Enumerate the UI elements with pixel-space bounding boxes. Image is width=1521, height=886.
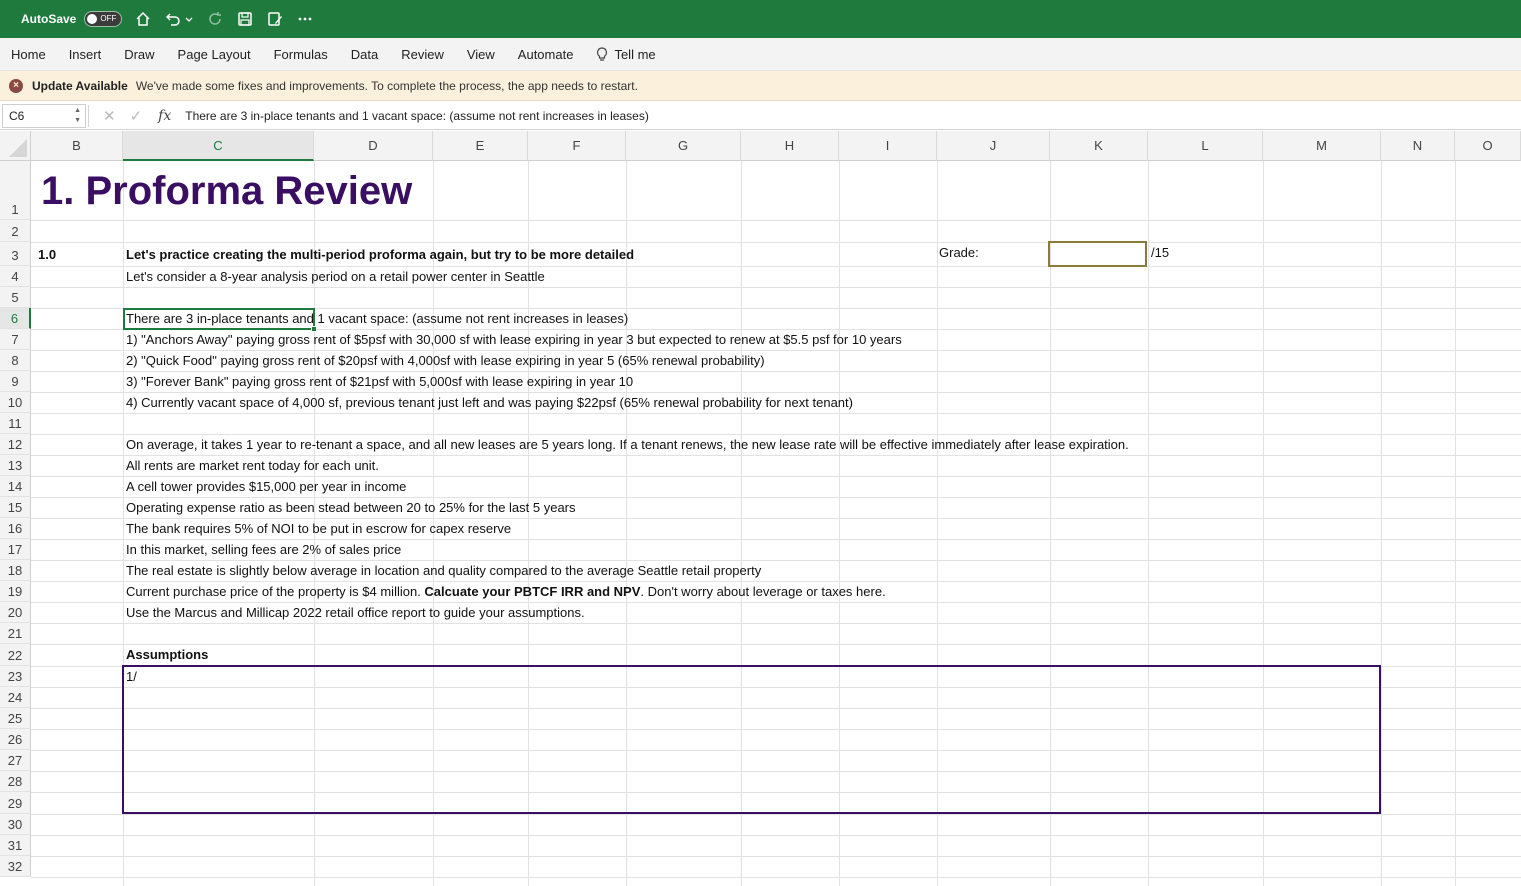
cell-c4[interactable]: Let's consider a 8-year analysis period on a retail power center in Seattle xyxy=(126,269,545,284)
row-header[interactable]: 21 xyxy=(0,623,31,644)
chevron-down-icon[interactable] xyxy=(184,10,194,28)
grid-line xyxy=(31,266,1521,267)
tab-draw[interactable]: Draw xyxy=(124,46,155,62)
cell-c15[interactable]: Operating expense ratio as been stead between 20 to 25% for the last 5 years xyxy=(126,500,576,515)
name-box-value: C6 xyxy=(9,108,25,123)
tab-insert[interactable]: Insert xyxy=(68,46,102,62)
confirm-icon[interactable]: ✓ xyxy=(129,107,143,125)
row-header[interactable]: 30 xyxy=(0,814,31,835)
autosave-state: OFF xyxy=(100,14,117,23)
row-header[interactable]: 18 xyxy=(0,560,31,581)
grid-line xyxy=(31,560,1521,561)
cell-c19[interactable] xyxy=(126,584,886,599)
toggle-knob xyxy=(87,14,97,24)
grid-line xyxy=(31,835,1521,836)
cell-c20[interactable]: Use the Marcus and Millicap 2022 retail office report to guide your assumptions. xyxy=(126,605,585,620)
grid-line xyxy=(31,242,1521,243)
grid-line xyxy=(31,877,1521,878)
row-header[interactable]: 13 xyxy=(0,455,31,476)
redo-icon[interactable] xyxy=(206,10,224,28)
close-icon[interactable]: × xyxy=(9,79,23,93)
cell-b3[interactable]: 1.0 xyxy=(38,247,57,262)
tab-automate[interactable]: Automate xyxy=(517,46,574,62)
column-header-b[interactable]: B xyxy=(31,131,123,161)
tab-view[interactable]: View xyxy=(466,46,495,62)
row-header[interactable]: 25 xyxy=(0,708,31,729)
grid-line xyxy=(31,623,1521,624)
more-icon[interactable] xyxy=(296,10,314,28)
cell-c13[interactable]: All rents are market rent today for each unit. xyxy=(126,458,379,473)
select-all-corner[interactable] xyxy=(0,131,31,161)
grid-line xyxy=(31,220,1521,221)
formula-input[interactable]: There are 3 in-place tenants and 1 vacant space: (assume not rent increases in leases) xyxy=(185,108,649,123)
row-header[interactable]: 8 xyxy=(0,350,31,371)
divider xyxy=(88,105,89,127)
row-header[interactable]: 1 xyxy=(0,161,31,220)
tab-page-layout[interactable]: Page Layout xyxy=(177,46,251,62)
grid-line xyxy=(31,644,1521,645)
row-header[interactable]: 7 xyxy=(0,329,31,350)
lightbulb-icon xyxy=(596,47,608,62)
cell-c8[interactable]: 2) "Quick Food" paying gross rent of $20psf with 4,000sf with lease expiring in year 5 (65% renewal probability) xyxy=(126,353,765,368)
cell-c12[interactable]: On average, it takes 1 year to re-tenant a space, and all new leases are 5 years long. If a tenant renews, the new lease rate will be effective immediately after lease expiration. xyxy=(126,437,1129,452)
cell-c19-part-a: Current purchase price of the property is $4 million. xyxy=(126,584,425,599)
update-message: We've made some fixes and improvements. To complete the process, the app needs to restart. xyxy=(135,78,638,93)
update-banner xyxy=(0,71,1521,101)
edit-icon[interactable] xyxy=(266,10,284,28)
formula-bar xyxy=(0,102,1521,130)
cancel-icon[interactable]: ✕ xyxy=(103,107,116,125)
tab-data[interactable]: Data xyxy=(350,46,379,62)
cell-c7[interactable]: 1) "Anchors Away" paying gross rent of $5psf with 30,000 sf with lease expiring in year 3 but expected to renew at $5.5 psf for 10 years xyxy=(126,332,902,347)
column-header-n[interactable]: N xyxy=(1381,131,1455,161)
cell-c14[interactable]: A cell tower provides $15,000 per year in income xyxy=(126,479,407,494)
tell-me[interactable] xyxy=(596,47,655,62)
cell-c17[interactable]: In this market, selling fees are 2% of sales price xyxy=(126,542,402,557)
name-box-spinner-icon[interactable]: ▲ ▼ xyxy=(74,106,81,124)
cell-c19-part-c: . Don't worry about leverage or taxes here. xyxy=(640,584,886,599)
column-header-j[interactable]: J xyxy=(937,131,1050,161)
autosave-label: AutoSave xyxy=(21,12,77,26)
tell-me-label: Tell me xyxy=(614,46,656,62)
row-header[interactable]: 5 xyxy=(0,287,31,308)
column-header-i[interactable]: I xyxy=(839,131,937,161)
row-header[interactable]: 27 xyxy=(0,750,31,771)
cell-c23[interactable]: 1/ xyxy=(126,669,137,684)
grid-line xyxy=(31,814,1521,815)
row-header[interactable]: 11 xyxy=(0,413,31,434)
grid-line xyxy=(31,518,1521,519)
tab-formulas[interactable]: Formulas xyxy=(273,46,328,62)
grid-line xyxy=(31,602,1521,603)
row-header[interactable]: 32 xyxy=(0,856,31,877)
row-header[interactable]: 16 xyxy=(0,518,31,539)
row-header[interactable]: 6 xyxy=(0,308,31,329)
row-header[interactable]: 12 xyxy=(0,434,31,455)
tab-review[interactable]: Review xyxy=(401,46,444,62)
cell-c18[interactable]: The real estate is slightly below average in location and quality compared to the average Seattle retail property xyxy=(126,563,762,578)
grid-line xyxy=(31,350,1521,351)
row-header[interactable]: 3 xyxy=(0,242,31,266)
row-header[interactable]: 10 xyxy=(0,392,31,413)
title-bar xyxy=(0,0,1521,38)
active-cell-selection[interactable] xyxy=(123,308,315,330)
autosave-toggle[interactable] xyxy=(84,11,122,27)
column-header-f[interactable]: F xyxy=(528,131,626,161)
undo-icon[interactable] xyxy=(164,10,182,28)
column-header-m[interactable]: M xyxy=(1263,131,1381,161)
grid-line xyxy=(31,434,1521,435)
ribbon-tabs xyxy=(0,38,1521,71)
grid-line xyxy=(1455,161,1456,886)
grid-line xyxy=(31,371,1521,372)
row-header[interactable]: 20 xyxy=(0,602,31,623)
row-header[interactable]: 19 xyxy=(0,581,31,602)
grid-line xyxy=(31,455,1521,456)
column-header-e[interactable]: E xyxy=(433,131,528,161)
name-box[interactable] xyxy=(2,104,86,128)
save-icon[interactable] xyxy=(236,10,254,28)
sheet-title: 1. Proforma Review xyxy=(41,169,413,213)
update-title: Update Available xyxy=(32,78,128,93)
row-header[interactable]: 2 xyxy=(0,220,31,242)
row-header[interactable]: 29 xyxy=(0,792,31,814)
assumptions-box[interactable] xyxy=(122,665,1381,814)
grid-line xyxy=(31,856,1521,857)
grid-line xyxy=(31,497,1521,498)
column-header-d[interactable]: D xyxy=(314,131,433,161)
column-header-l[interactable]: L xyxy=(1148,131,1263,161)
cell-c3[interactable]: Let's practice creating the multi-period proforma again, but try to be more detailed xyxy=(126,247,635,262)
row-header[interactable]: 22 xyxy=(0,644,31,666)
row-header[interactable]: 9 xyxy=(0,371,31,392)
row-header[interactable]: 17 xyxy=(0,539,31,560)
grid-line xyxy=(31,392,1521,393)
grid-line xyxy=(31,581,1521,582)
cell-c9[interactable]: 3) "Forever Bank" paying gross rent of $21psf with 5,000sf with lease expiring in year 10 xyxy=(126,374,634,389)
function-icon[interactable]: fx xyxy=(158,107,172,124)
column-header-g[interactable]: G xyxy=(626,131,741,161)
grid-line xyxy=(31,287,1521,288)
home-icon[interactable] xyxy=(134,10,152,28)
grid-line xyxy=(31,413,1521,414)
row-header[interactable]: 4 xyxy=(0,266,31,287)
row-header[interactable]: 31 xyxy=(0,835,31,856)
cell-c10[interactable]: 4) Currently vacant space of 4,000 sf, previous tenant just left and was paying $22psf (65% renewal probability for next tenant) xyxy=(126,395,853,410)
cell-j3[interactable]: Grade: xyxy=(939,245,979,260)
cell-c19-bold: Calcuate your PBTCF IRR and NPV xyxy=(424,584,641,599)
row-header[interactable]: 26 xyxy=(0,729,31,750)
tab-home[interactable]: Home xyxy=(11,46,46,62)
spreadsheet-grid[interactable] xyxy=(0,131,1521,886)
cell-c22[interactable]: Assumptions xyxy=(126,647,209,662)
row-header[interactable]: 23 xyxy=(0,666,31,687)
grade-input-cell[interactable] xyxy=(1048,241,1147,267)
cell-c6[interactable]: There are 3 in-place tenants and 1 vacant space: (assume not rent increases in leases) xyxy=(126,311,629,326)
grid-line xyxy=(31,539,1521,540)
column-header-c[interactable]: C xyxy=(123,131,314,161)
row-header[interactable]: 14 xyxy=(0,476,31,497)
grid-line xyxy=(31,476,1521,477)
column-header-h[interactable]: H xyxy=(741,131,839,161)
row-header[interactable]: 15 xyxy=(0,497,31,518)
column-header-k[interactable]: K xyxy=(1050,131,1148,161)
cell-l3[interactable]: /15 xyxy=(1151,245,1170,260)
row-header[interactable]: 28 xyxy=(0,771,31,792)
column-header-o[interactable]: O xyxy=(1455,131,1521,161)
grid-line xyxy=(1381,161,1382,886)
row-header[interactable]: 24 xyxy=(0,687,31,708)
cell-c16[interactable]: The bank requires 5% of NOI to be put in escrow for capex reserve xyxy=(126,521,512,536)
